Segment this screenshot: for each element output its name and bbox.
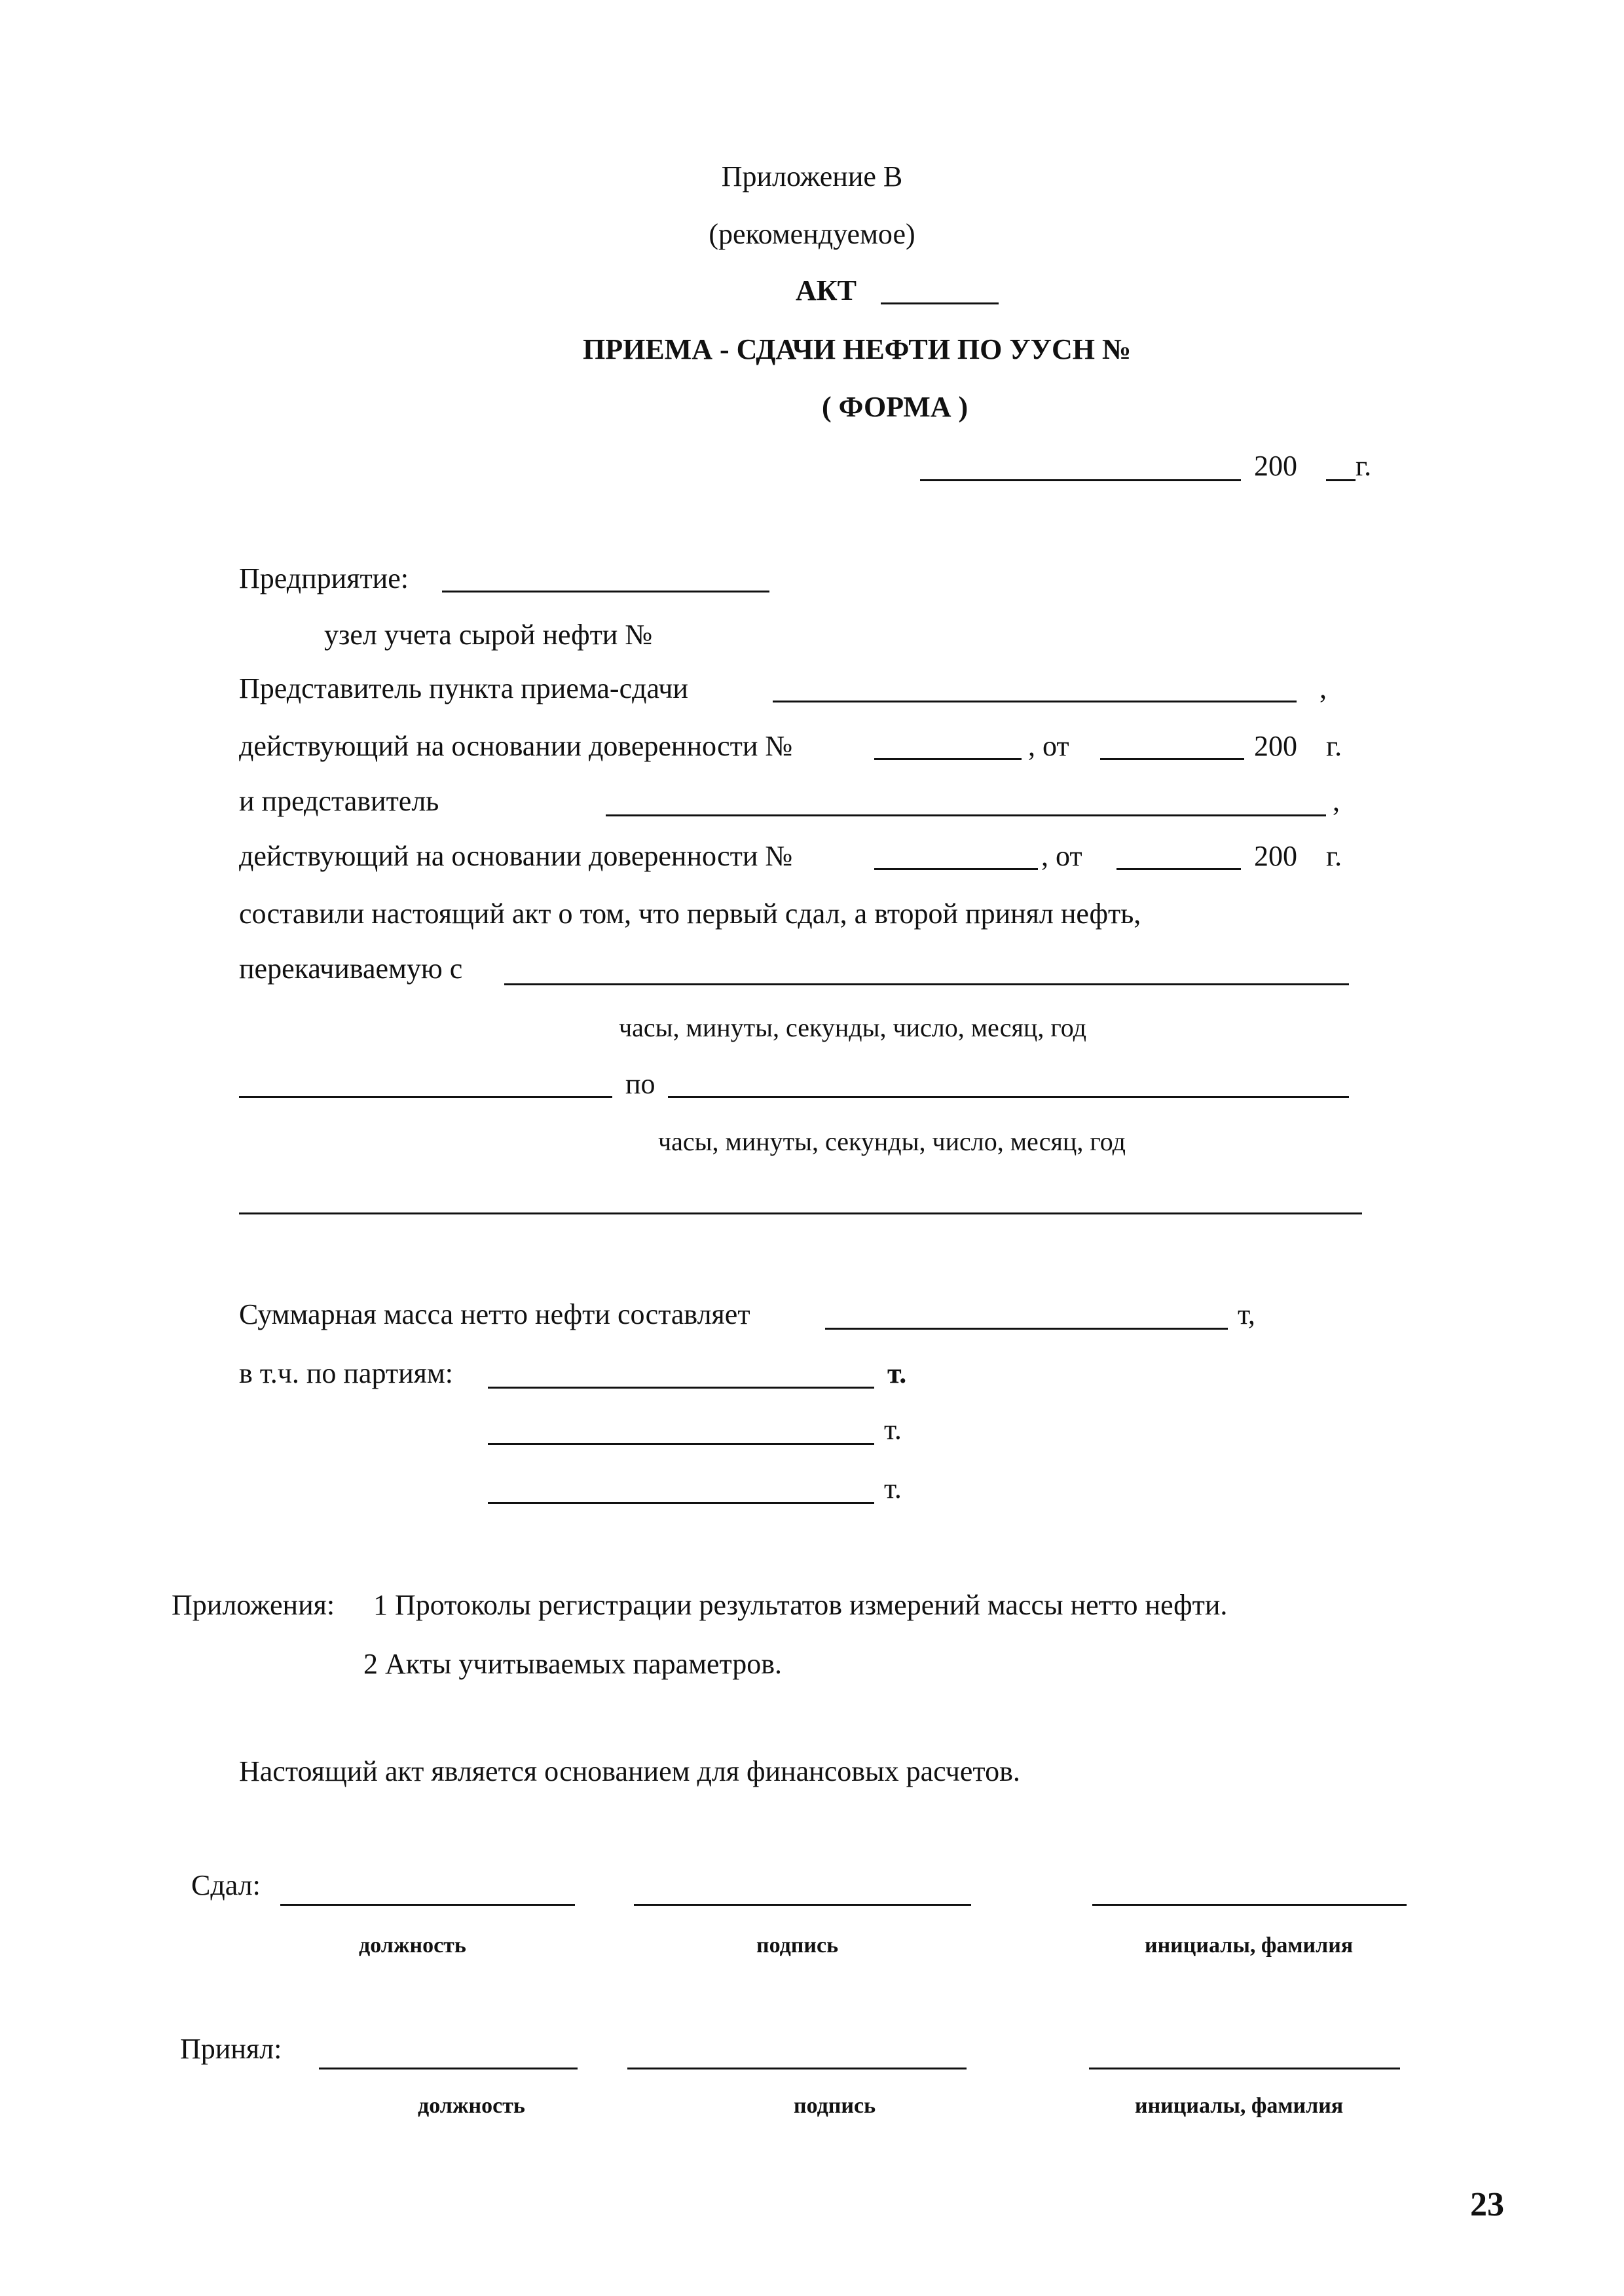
appendix-label: Приложение В — [721, 160, 903, 192]
handed-signature-caption: подпись — [756, 1933, 839, 1958]
pumped-label: перекачиваемую с — [239, 953, 463, 985]
acting2-year-suffix: г. — [1326, 840, 1342, 872]
date-year-line — [1326, 479, 1356, 481]
rep2-comma: , — [1333, 785, 1340, 817]
batch-2-unit: т. — [884, 1413, 902, 1446]
received-position-caption: должность — [418, 2094, 525, 2118]
received-name-line — [1089, 2068, 1400, 2069]
acting1-year: 200 — [1254, 730, 1297, 762]
acting2-from: , от — [1041, 840, 1082, 872]
to-label: по — [625, 1068, 655, 1100]
batches-label: в т.ч. по партиям: — [239, 1357, 453, 1389]
time-caption-from: часы, минуты, секунды, число, месяц, год — [619, 1013, 1086, 1042]
total-mass-label: Суммарная масса нетто нефти составляет — [239, 1298, 750, 1330]
time-caption-to: часы, минуты, секунды, число, месяц, год — [658, 1127, 1126, 1156]
pumped-from-line — [504, 983, 1349, 985]
received-name-caption: инициалы, фамилия — [1135, 2094, 1344, 2118]
acting1-from: , от — [1028, 730, 1069, 762]
total-mass-line — [825, 1328, 1228, 1330]
acting1-number-line — [874, 758, 1022, 760]
enterprise-label: Предприятие: — [239, 562, 409, 594]
attachments-label: Приложения: — [172, 1589, 335, 1621]
acting1-year-suffix: г. — [1326, 730, 1342, 762]
acting2-label: действующий на основании доверенности № — [239, 840, 793, 872]
date-suffix: г. — [1356, 450, 1372, 482]
acting1-label: действующий на основании доверенности № — [239, 730, 793, 762]
batch-3-line — [488, 1502, 874, 1504]
batch-1-unit: т. — [887, 1357, 907, 1389]
basis-text: Настоящий акт является основанием для финансовых расчетов. — [239, 1755, 1020, 1787]
page-number: 23 — [1470, 2186, 1504, 2223]
rep2-line — [606, 814, 1326, 816]
handed-signature-line — [634, 1904, 971, 1906]
received-position-line — [319, 2068, 578, 2069]
made-text: составили настоящий акт о том, что первый сдал, а второй принял нефть, — [239, 898, 1141, 930]
total-mass-unit: т, — [1238, 1298, 1255, 1330]
handed-position-caption: должность — [359, 1933, 466, 1958]
rep1-line — [773, 701, 1297, 702]
pumped-to-line — [668, 1096, 1349, 1098]
akt-title: АКТ — [796, 274, 857, 306]
recommended-label: (рекомендуемое) — [709, 218, 915, 250]
acting1-date-line — [1100, 758, 1244, 760]
rep1-label: Представитель пункта приема-сдачи — [239, 672, 688, 704]
attachment-item-1: 1 Протоколы регистрации результатов измерений массы нетто нефти. — [373, 1589, 1228, 1621]
rep1-comma: , — [1320, 672, 1327, 704]
acting2-date-line — [1116, 868, 1241, 870]
form-label: ( ФОРМА ) — [822, 391, 969, 423]
rep2-label: и представитель — [239, 785, 439, 817]
handed-name-line — [1092, 1904, 1407, 1906]
attachment-item-2: 2 Акты учитываемых параметров. — [363, 1648, 783, 1680]
free-text-line — [239, 1212, 1362, 1214]
date-year: 200 — [1254, 450, 1297, 482]
acting2-number-line — [874, 868, 1038, 870]
received-signature-line — [627, 2068, 967, 2069]
document-title: ПРИЕМА - СДАЧИ НЕФТИ ПО УУСН № — [583, 333, 1132, 365]
batch-1-line — [488, 1387, 874, 1389]
handed-label: Сдал: — [191, 1869, 261, 1901]
acting2-year: 200 — [1254, 840, 1297, 872]
node-label: узел учета сырой нефти № — [324, 619, 653, 651]
received-label: Принял: — [180, 2033, 282, 2065]
handed-position-line — [280, 1904, 575, 1906]
akt-number-line — [881, 302, 999, 304]
date-line — [920, 479, 1241, 481]
pumped-start-line — [239, 1096, 612, 1098]
handed-name-caption: инициалы, фамилия — [1145, 1933, 1354, 1958]
batch-2-line — [488, 1443, 874, 1445]
received-signature-caption: подпись — [794, 2094, 876, 2118]
enterprise-line — [442, 591, 769, 592]
batch-3-unit: т. — [884, 1472, 902, 1504]
